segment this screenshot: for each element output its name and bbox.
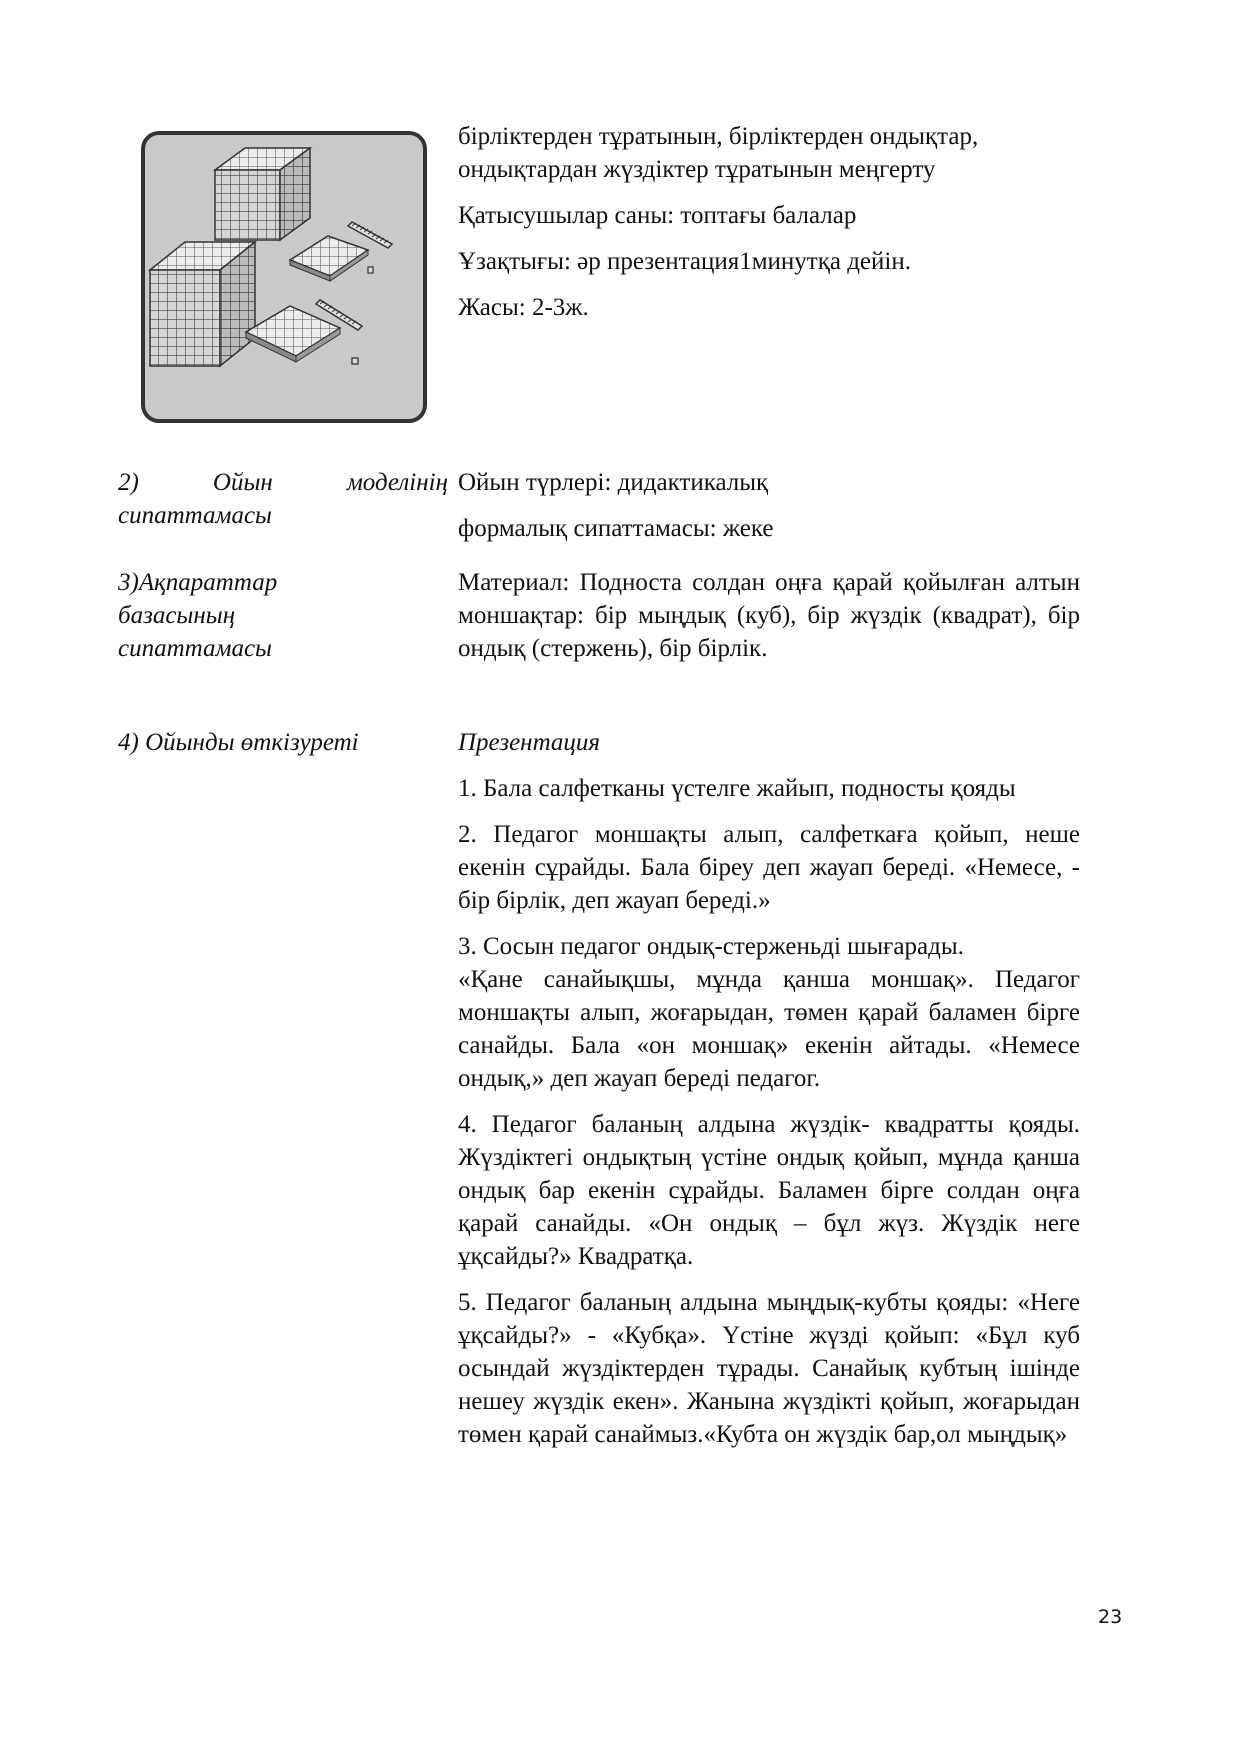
thousand-cube-upper: [215, 148, 310, 240]
page-number: 23: [1098, 1606, 1123, 1628]
intro-line-1: бірліктерден тұратынын, бірліктерден ондықтар,: [458, 123, 979, 150]
section-4-label: 4) Ойынды өткізуреті: [118, 729, 359, 756]
base-ten-blocks-figure: [140, 130, 428, 424]
thousand-cube-lower: [150, 242, 255, 366]
step-5: 5. Педагог баланың алдына мыңдық-кубты қояды: «Неге ұқсайды?» - «Кубқа». Үстіне жүзді қойып: «Бұл куб осындай жүздіктерден тұрады. Санайық кубтың ішінде нешеу жүздік екен». Жанына жүздікті қойып, жоғарыдан төмен қарай санаймыз.«Кубта он жүздік бар,ол мыңдық»: [458, 1289, 1080, 1448]
step-1: 1. Бала салфетканы үстелге жайып, подносты қояды: [458, 775, 1016, 802]
age-line: Жасы: 2-3ж.: [458, 294, 589, 321]
duration-line: Ұзақтығы: әр презентация1минутқа дейін.: [458, 248, 911, 275]
presentation-heading: Презентация: [458, 729, 601, 756]
game-types-line: Ойын түрлері: дидактикалық: [458, 469, 769, 496]
intro-block: [458, 120, 1080, 337]
unit-cube-upper: [368, 267, 373, 273]
section-3-label: 3)Ақпараттар базасының сипаттамасы: [118, 569, 278, 662]
section-2-label: 2) Ойын моделінің сипаттамасы: [118, 469, 448, 529]
unit-cube-lower: [352, 358, 358, 364]
step-4: 4. Педагог баланың алдына жүздік- квадратты қояды. Жүздіктегі ондықтың үстіне ондық қойып, мұнда қанша ондық бар екенін сұрайды. Баламен бірге солдан оңға қарай санайды. «Он ондық – бұл жүз. Жүздік неге ұқсайды?» Квадратқа.: [458, 1111, 1080, 1270]
section-3-content: [458, 566, 1080, 678]
section-4-content: [458, 726, 1080, 1464]
step-3-intro: 3. Сосын педагог ондық-стерженьді шығарады.: [458, 933, 964, 960]
intro-line-2: ондықтардан жүздіктер тұратынын меңгерту: [458, 156, 936, 183]
material-paragraph: Материал: Подноста солдан оңға қарай қойылған алтын моншақтар: бір мыңдық (куб), бір жүздік (квадрат), бір ондық (стержень), бір бірлік.: [458, 569, 1080, 662]
section-2-content: [458, 466, 1080, 558]
step-3-body: «Қане санайықшы, мұнда қанша моншақ». Педагог моншақты алып, жоғарыдан, төмен қарай баламен бірге санайды. Бала «он моншақ» екенін айтады. «Немесе ондық,» деп жауап береді педагог.: [458, 966, 1080, 1092]
participants-line: Қатысушылар саны: топтағы балалар: [458, 202, 857, 229]
step-2: 2. Педагог моншақты алып, салфеткаға қойып, неше екенін сұрайды. Бала біреу деп жауап береді. «Немесе, - бір бірлік, деп жауап береді.»: [458, 821, 1080, 914]
form-description-line: формалық сипаттамасы: жеке: [458, 515, 774, 542]
